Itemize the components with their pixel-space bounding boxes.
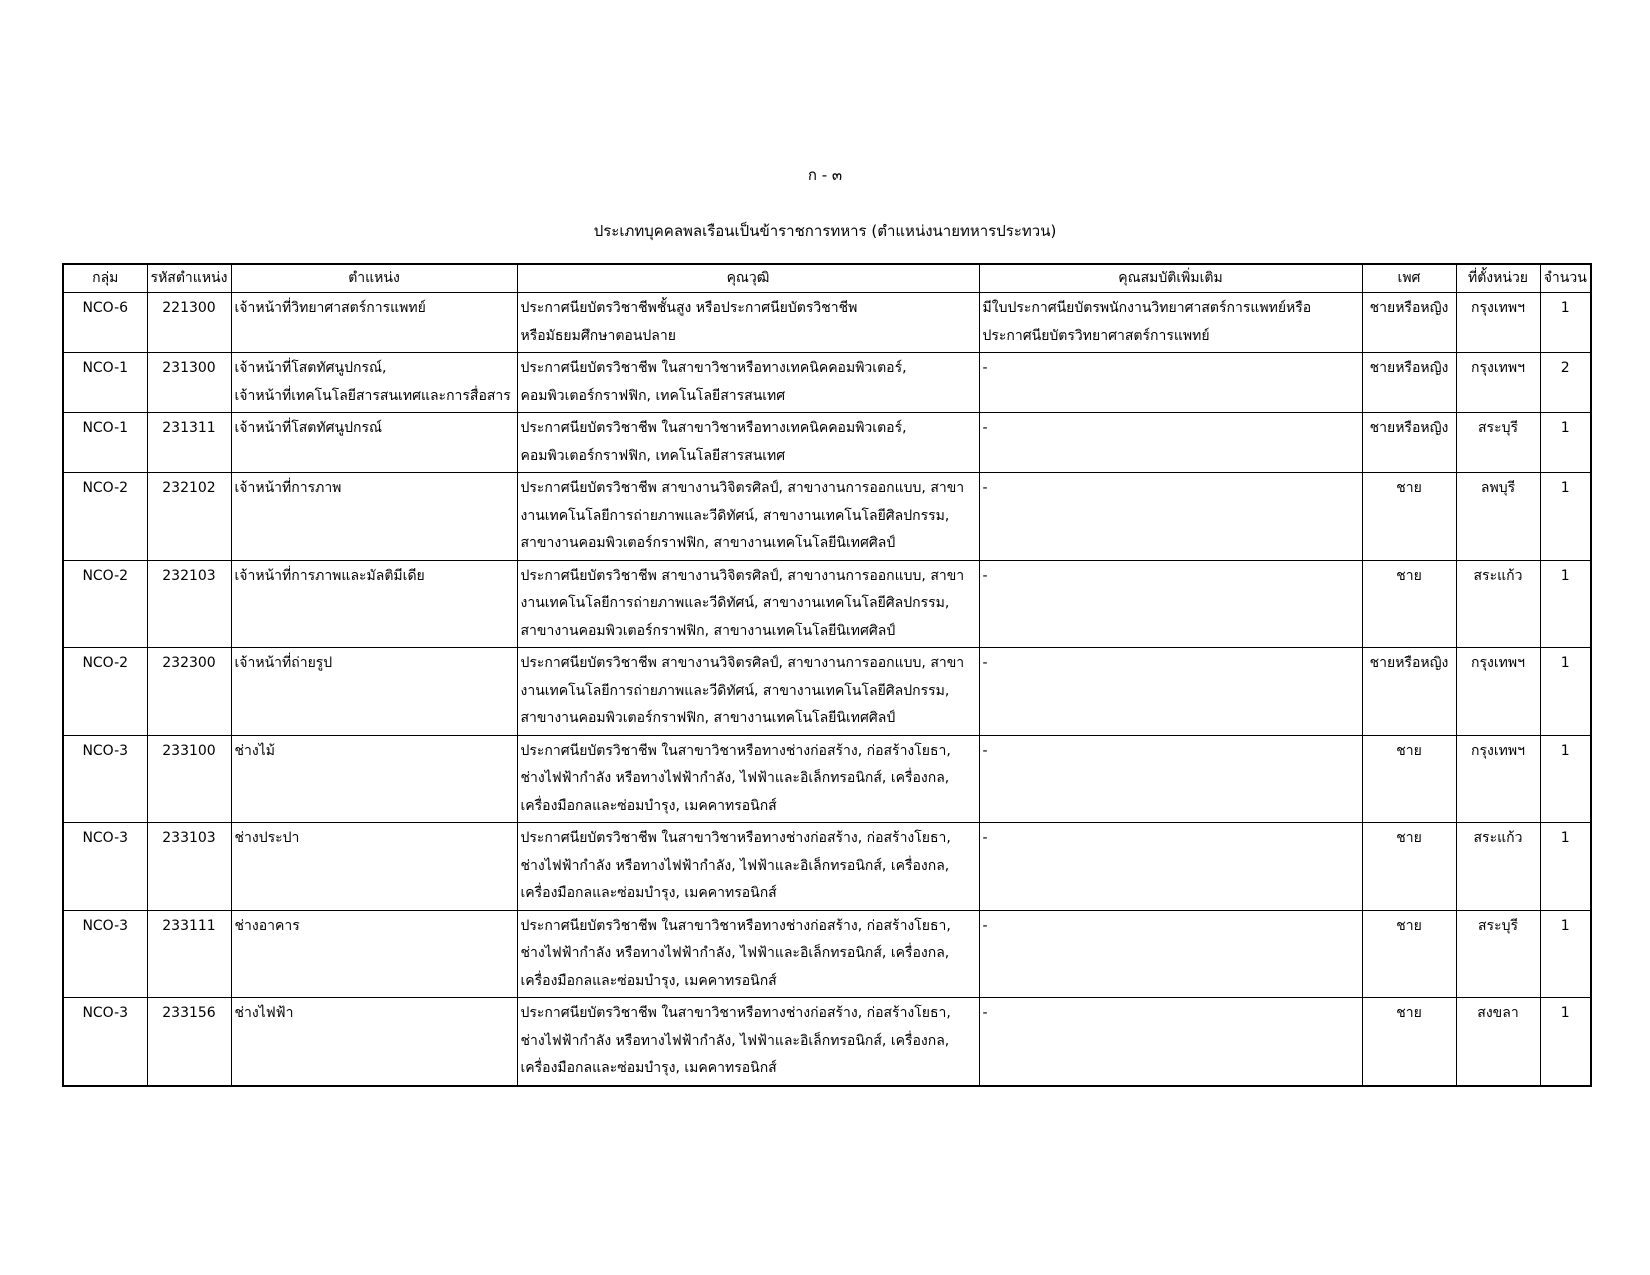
cell-location: ลพบุรี (1456, 473, 1540, 561)
cell-location: กรุงเทพฯ (1456, 353, 1540, 413)
page-title: ประเภทบุคคลพลเรือนเป็นข้าราชการทหาร (ตำแหน่งนายทหารประทวน) (593, 222, 1057, 240)
cell-position (231, 735, 517, 823)
cell-additional (979, 910, 1362, 998)
cell-qualification-line: สาขางานคอมพิวเตอร์กราฟฟิก, สาขางานเทคโนโลยีนิเทศศิลป์ (520, 535, 896, 551)
column-header-qualification: คุณวุฒิ (517, 264, 979, 293)
cell-position (231, 998, 517, 1086)
cell-additional-line: - (982, 360, 988, 376)
cell-count: 1 (1540, 473, 1591, 561)
cell-qualification-line: ประกาศนียบัตรวิชาชีพ ในสาขาวิชาหรือทางเทคนิคคอมพิวเตอร์, (520, 360, 907, 376)
cell-qualification (517, 998, 979, 1086)
table-body (63, 293, 1591, 1086)
cell-code: 232300 (147, 648, 231, 736)
cell-qualification (517, 735, 979, 823)
cell-position-line: เจ้าหน้าที่การภาพ (234, 480, 342, 496)
cell-count: 1 (1540, 998, 1591, 1086)
cell-additional (979, 560, 1362, 648)
cell-position (231, 823, 517, 911)
cell-position-line: เจ้าหน้าที่โสตทัศนูปกรณ์, (234, 360, 387, 376)
cell-group: NCO-3 (63, 998, 147, 1086)
cell-position-line: ช่างไฟฟ้า (234, 1005, 294, 1021)
cell-code: 232102 (147, 473, 231, 561)
cell-additional (979, 353, 1362, 413)
cell-additional (979, 473, 1362, 561)
table-row (63, 910, 1591, 998)
cell-sex: ชาย (1362, 910, 1456, 998)
cell-location: สระแก้ว (1456, 823, 1540, 911)
cell-qualification-line: ประกาศนียบัตรวิชาชีพชั้นสูง หรือประกาศนียบัตรวิชาชีพ (520, 300, 858, 316)
column-header-group: กลุ่ม (63, 264, 147, 293)
cell-count: 1 (1540, 648, 1591, 736)
cell-additional (979, 648, 1362, 736)
cell-position-line: ช่างไม้ (234, 742, 275, 759)
cell-qualification-line: ประกาศนียบัตรวิชาชีพ สาขางานวิจิตรศิลป์, สาขางานการออกแบบ, สาขา (520, 655, 965, 671)
table-row (63, 648, 1591, 736)
cell-qualification (517, 648, 979, 736)
cell-qualification-line: หรือมัธยมศึกษาตอนปลาย (520, 327, 676, 344)
cell-qualification (517, 823, 979, 911)
cell-group: NCO-1 (63, 353, 147, 413)
cell-location: กรุงเทพฯ (1456, 293, 1540, 353)
cell-qualification (517, 910, 979, 998)
cell-qualification-line: ประกาศนียบัตรวิชาชีพ สาขางานวิจิตรศิลป์, สาขางานการออกแบบ, สาขา (520, 567, 965, 584)
cell-location: สงขลา (1456, 998, 1540, 1086)
cell-group: NCO-3 (63, 735, 147, 823)
cell-qualification (517, 353, 979, 413)
cell-sex: ชายหรือหญิง (1362, 293, 1456, 353)
column-header-position: ตำแหน่ง (231, 264, 517, 293)
cell-qualification-line: คอมพิวเตอร์กราฟฟิก, เทคโนโลยีสารสนเทศ (520, 447, 786, 464)
cell-position (231, 413, 517, 473)
cell-additional-line: มีใบประกาศนียบัตรพนักงานวิทยาศาสตร์การแพทย์หรือ (982, 300, 1312, 316)
cell-location: สระแก้ว (1456, 560, 1540, 648)
cell-qualification-line: ช่างไฟฟ้ากำลัง หรือทางไฟฟ้ากำลัง, ไฟฟ้าและอิเล็กทรอนิกส์, เครื่องกล, (520, 1032, 950, 1049)
cell-group: NCO-2 (63, 560, 147, 648)
table-row (63, 823, 1591, 911)
cell-qualification-line: ประกาศนียบัตรวิชาชีพ ในสาขาวิชาหรือทางช่างก่อสร้าง, ก่อสร้างโยธา, (520, 1005, 951, 1021)
cell-qualification (517, 473, 979, 561)
cell-location: กรุงเทพฯ (1456, 735, 1540, 823)
cell-additional-line: - (982, 830, 988, 846)
cell-additional-line: - (982, 567, 988, 584)
cell-qualification-line: เครื่องมือกลและซ่อมบำรุง, เมคคาทรอนิกส์ (520, 885, 777, 901)
cell-position (231, 648, 517, 736)
cell-sex: ชาย (1362, 735, 1456, 823)
cell-additional (979, 823, 1362, 911)
cell-sex: ชายหรือหญิง (1362, 413, 1456, 473)
cell-count: 1 (1540, 823, 1591, 911)
cell-qualification-line: ประกาศนียบัตรวิชาชีพ ในสาขาวิชาหรือทางเทคนิคคอมพิวเตอร์, (520, 420, 907, 436)
cell-count: 1 (1540, 413, 1591, 473)
cell-qualification-line: เครื่องมือกลและซ่อมบำรุง, เมคคาทรอนิกส์ (520, 797, 777, 814)
cell-count: 1 (1540, 735, 1591, 823)
cell-position-line: ช่างอาคาร (234, 917, 300, 934)
table-row (63, 413, 1591, 473)
cell-qualification (517, 413, 979, 473)
cell-count: 1 (1540, 560, 1591, 648)
cell-sex: ชายหรือหญิง (1362, 648, 1456, 736)
cell-sex: ชาย (1362, 560, 1456, 648)
cell-qualification-line: งานเทคโนโลยีการถ่ายภาพและวีดิทัศน์, สาขางานเทคโนโลยีศิลปกรรม, (520, 595, 950, 611)
cell-position (231, 560, 517, 648)
cell-location: กรุงเทพฯ (1456, 648, 1540, 736)
cell-location: สระบุรี (1456, 413, 1540, 473)
cell-additional (979, 735, 1362, 823)
table-header-row (63, 264, 1591, 293)
cell-position-line: เจ้าหน้าที่การภาพและมัลติมีเดีย (234, 567, 425, 584)
cell-qualification-line: ประกาศนียบัตรวิชาชีพ ในสาขาวิชาหรือทางช่างก่อสร้าง, ก่อสร้างโยธา, (520, 830, 951, 846)
cell-qualification-line: ประกาศนียบัตรวิชาชีพ สาขางานวิจิตรศิลป์, สาขางานการออกแบบ, สาขา (520, 480, 965, 496)
cell-code: 233100 (147, 735, 231, 823)
cell-code: 221300 (147, 293, 231, 353)
cell-qualification-line: ประกาศนียบัตรวิชาชีพ ในสาขาวิชาหรือทางช่างก่อสร้าง, ก่อสร้างโยธา, (520, 742, 951, 759)
table-row (63, 473, 1591, 561)
cell-code: 233111 (147, 910, 231, 998)
cell-additional-line: - (982, 420, 988, 436)
cell-qualification-line: สาขางานคอมพิวเตอร์กราฟฟิก, สาขางานเทคโนโลยีนิเทศศิลป์ (520, 622, 896, 639)
cell-additional (979, 293, 1362, 353)
table-row (63, 735, 1591, 823)
cell-qualification-line: สาขางานคอมพิวเตอร์กราฟฟิก, สาขางานเทคโนโลยีนิเทศศิลป์ (520, 710, 896, 726)
positions-table (62, 263, 1592, 1087)
cell-qualification-line: ช่างไฟฟ้ากำลัง หรือทางไฟฟ้ากำลัง, ไฟฟ้าและอิเล็กทรอนิกส์, เครื่องกล, (520, 857, 950, 874)
cell-position (231, 353, 517, 413)
table-row (63, 293, 1591, 353)
cell-location: สระบุรี (1456, 910, 1540, 998)
cell-additional-line: - (982, 917, 988, 934)
cell-count: 2 (1540, 353, 1591, 413)
cell-position-line: เจ้าหน้าที่วิทยาศาสตร์การแพทย์ (234, 300, 426, 316)
cell-position (231, 910, 517, 998)
cell-sex: ชาย (1362, 998, 1456, 1086)
cell-position (231, 473, 517, 561)
cell-group: NCO-3 (63, 823, 147, 911)
cell-qualification (517, 293, 979, 353)
cell-group: NCO-2 (63, 473, 147, 561)
table-row (63, 353, 1591, 413)
cell-additional (979, 998, 1362, 1086)
cell-additional-line: - (982, 742, 988, 759)
column-header-sex: เพศ (1362, 264, 1456, 293)
cell-count: 1 (1540, 293, 1591, 353)
cell-code: 233103 (147, 823, 231, 911)
column-header-count: จำนวน (1540, 264, 1591, 293)
cell-additional-line: ประกาศนียบัตรวิทยาศาสตร์การแพทย์ (982, 327, 1210, 344)
cell-additional-line: - (982, 480, 988, 496)
cell-position (231, 293, 517, 353)
cell-qualification (517, 560, 979, 648)
table-row (63, 560, 1591, 648)
cell-additional-line: - (982, 655, 988, 671)
cell-sex: ชาย (1362, 473, 1456, 561)
cell-code: 231300 (147, 353, 231, 413)
cell-position-line: เจ้าหน้าที่โสตทัศนูปกรณ์ (234, 420, 382, 436)
cell-count: 1 (1540, 910, 1591, 998)
cell-qualification-line: ช่างไฟฟ้ากำลัง หรือทางไฟฟ้ากำลัง, ไฟฟ้าและอิเล็กทรอนิกส์, เครื่องกล, (520, 945, 950, 961)
cell-qualification-line: ประกาศนียบัตรวิชาชีพ ในสาขาวิชาหรือทางช่างก่อสร้าง, ก่อสร้างโยธา, (520, 917, 951, 934)
cell-position-line: เจ้าหน้าที่ถ่ายรูป (234, 655, 333, 671)
cell-qualification-line: คอมพิวเตอร์กราฟฟิก, เทคโนโลยีสารสนเทศ (520, 387, 786, 404)
cell-code: 232103 (147, 560, 231, 648)
cell-group: NCO-1 (63, 413, 147, 473)
cell-group: NCO-3 (63, 910, 147, 998)
column-header-code: รหัสตำแหน่ง (147, 264, 231, 293)
cell-additional-line: - (982, 1005, 988, 1021)
cell-qualification-line: ช่างไฟฟ้ากำลัง หรือทางไฟฟ้ากำลัง, ไฟฟ้าและอิเล็กทรอนิกส์, เครื่องกล, (520, 770, 950, 786)
cell-qualification-line: เครื่องมือกลและซ่อมบำรุง, เมคคาทรอนิกส์ (520, 1060, 777, 1076)
column-header-location: ที่ตั้งหน่วย (1456, 264, 1540, 293)
page-number: ก - ๓ (807, 166, 843, 184)
cell-group: NCO-6 (63, 293, 147, 353)
cell-sex: ชายหรือหญิง (1362, 353, 1456, 413)
cell-position-line: ช่างประปา (234, 830, 300, 846)
cell-code: 233156 (147, 998, 231, 1086)
cell-qualification-line: งานเทคโนโลยีการถ่ายภาพและวีดิทัศน์, สาขางานเทคโนโลยีศิลปกรรม, (520, 682, 950, 699)
cell-group: NCO-2 (63, 648, 147, 736)
cell-sex: ชาย (1362, 823, 1456, 911)
cell-additional (979, 413, 1362, 473)
cell-qualification-line: งานเทคโนโลยีการถ่ายภาพและวีดิทัศน์, สาขางานเทคโนโลยีศิลปกรรม, (520, 507, 950, 524)
table-row (63, 998, 1591, 1086)
cell-position-line: เจ้าหน้าที่เทคโนโลยีสารสนเทศและการสื่อสาร (234, 387, 511, 404)
column-header-additional: คุณสมบัติเพิ่มเติม (979, 264, 1362, 293)
cell-code: 231311 (147, 413, 231, 473)
cell-qualification-line: เครื่องมือกลและซ่อมบำรุง, เมคคาทรอนิกส์ (520, 972, 777, 989)
